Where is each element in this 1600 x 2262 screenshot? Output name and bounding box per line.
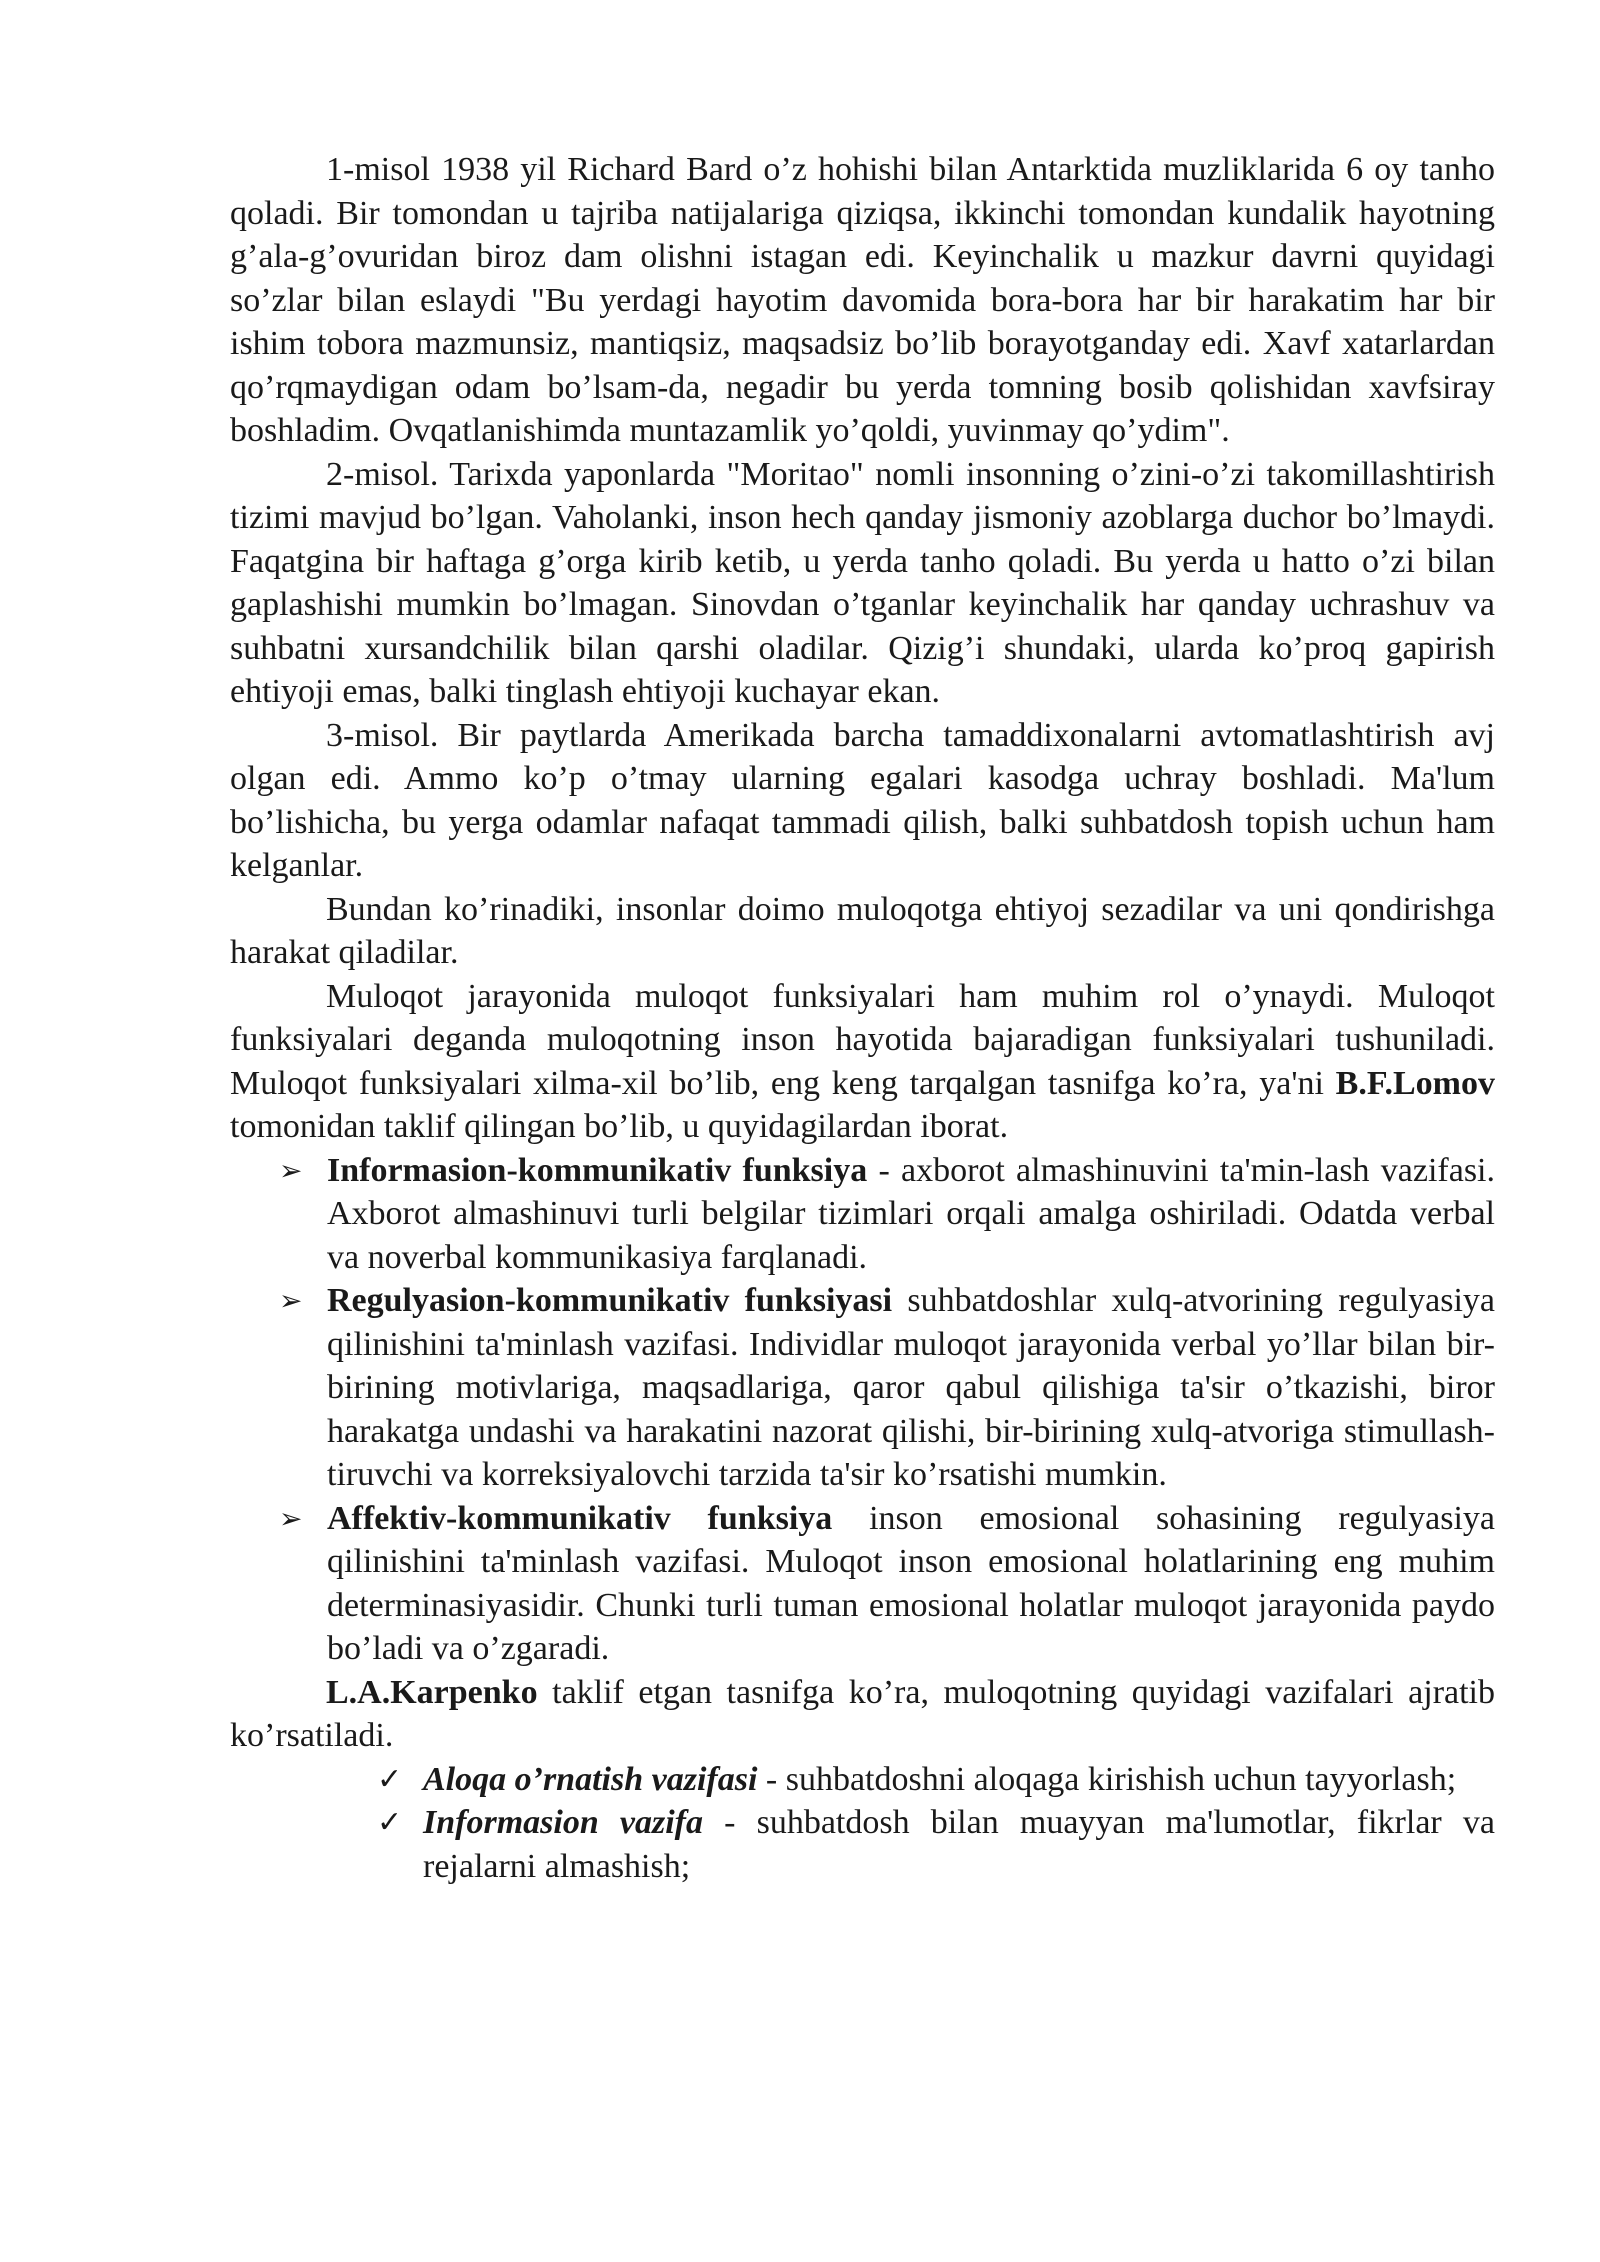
author-name: B.F.Lomov <box>1335 1064 1495 1102</box>
task-term: Aloqa o’rnatish vazifasi <box>423 1760 758 1798</box>
paragraph-example-1: 1-misol 1938 yil Richard Bard o’z hohishi bilan Antarktida muzliklarida 6 oy tanho qoladi. Bir tomondan u tajriba natijalariga qiziqsa, ikkinchi tomondan kundalik hayotning g’ala-g’ovuridan biroz dam olishni istagan edi. Keyinchalik u mazkur davrni quyidagi so’zlar bilan eslaydi "Bu yerdagi hayotim davomida bora-bora har bir harakatim har bir ishim tobora mazmunsiz, mantiqsiz, maqsadsiz bo’lib borayotganday edi. Xavf xatarlardan qo’rqmaydigan odam bo’lsam-da, negadir bu yerda tomning bosib qolishidan xavfsiray boshladim. Ovqatlanishimda muntazamlik yo’qoldi, yuvinmay qo’ydim". <box>230 151 1495 449</box>
tasks-list <box>230 1758 1495 1889</box>
document-page <box>230 148 1495 1888</box>
function-term: Affektiv-kommunikativ funksiya <box>327 1499 833 1537</box>
paragraph-text: Muloqot jarayonida muloqot funksiyalari ham muhim rol o’ynaydi. Muloqot funksiyalari deganda muloqotning inson hayotida bajaradigan funksiyalari tushuniladi. Muloqot funksiyalari xilma-xil bo’lib, eng keng tarqalgan tasnifga ko’ra, ya'ni <box>230 977 1495 1102</box>
paragraph-example-3: 3-misol. Bir paytlarda Amerikada barcha tamaddixonalarni avtomatlashtirish avj olgan edi. Ammo ko’p o’tmay ularning egalari kasodga uchray boshladi. Ma'lum bo’lishicha, bu yerga odamlar nafaqat tammadi qilish, balki suhbatdosh topish uchun ham kelganlar. <box>230 716 1495 884</box>
checkmark-bullet-icon: ✓ <box>377 1805 403 1840</box>
function-term: Regulyasion-kommunikativ funksiyasi <box>327 1282 893 1319</box>
paragraph-karpenko <box>230 1671 1495 1758</box>
arrow-bullet-icon: ➢ <box>279 1153 303 1187</box>
task-description: - suhbatdoshni aloqaga kirishish uchun tayyorlash; <box>757 1760 1457 1798</box>
list-item <box>279 1279 1496 1497</box>
task-description: - suhbatdosh bilan muayyan ma'lumotlar, fikrlar va rejalarni almashish; <box>423 1804 1495 1885</box>
paragraph-text: tomonidan taklif qilingan bo’lib, u quyidagilardan iborat. <box>230 1108 1009 1145</box>
function-description: - axborot almashinuvini ta'min-lash vazifasi. Axborot almashinuvi turli belgilar tizimlari orqali amalga oshiriladi. Odatda verbal va noverbal kommunikasiya farqlanadi. <box>327 1151 1495 1276</box>
paragraph-example-2: 2-misol. Tarixda yaponlarda "Moritao" nomli insonning o’zini-o’zi takomillashtirish tizimi mavjud bo’lgan. Vaholanki, inson hech qanday jismoniy azoblarga duchor bo’lmaydi. Faqatgina bir haftaga g’orga kirib ketib, u yerda tanho qoladi. Bu yerda u hatto o’zi bilan gaplashishi mumkin bo’lmagan. Sinovdan o’tganlar keyinchalik har qanday uchrashuv va suhbatni xursandchilik bilan qarshi oladilar. Qizig’i shundaki, ularda ko’proq gapirish ehtiyoji emas, balki tinglash ehtiyoji kuchayar ekan. <box>230 455 1495 710</box>
function-term: Informasion-kommunikativ funksiya <box>327 1151 868 1189</box>
list-item <box>279 1149 1495 1280</box>
function-description: suhbatdoshlar xulq-atvorining regulyasiya qilinishini ta'minlash vazifasi. Individlar muloqot jarayonida verbal yo’llar bilan bir-birining motivlariga, maqsadlariga, qaror qabul qilishiga ta'sir o’tkazishi, biror harakatga undashi va harakatini nazorat qilishi, bir-birining xulq-atvoriga stimullash-tiruvchi va korreksiyalovchi tarzida ta'sir ko’rsatishi mumkin. <box>327 1282 1496 1493</box>
paragraph-text: taklif etgan tasnifga ko’ra, muloqotning quyidagi vazifalari ajratib ko’rsatiladi. <box>230 1673 1495 1754</box>
paragraph-communication-functions <box>230 975 1495 1149</box>
checkmark-bullet-icon: ✓ <box>377 1761 403 1797</box>
task-term: Informasion vazifa <box>423 1804 703 1841</box>
arrow-bullet-icon: ➢ <box>279 1284 303 1317</box>
paragraph-conclusion: Bundan ko’rinadiki, insonlar doimo muloqotga ehtiyoj sezadilar va uni qondirishga harakat qiladilar. <box>230 890 1495 971</box>
function-description: inson emosional sohasining regulyasiya qilinishini ta'minlash vazifasi. Muloqot inson emosional holatlarining eng muhim determinasiyasidir. Chunki turli tuman emosional holatlar muloqot jarayonida paydo bo’ladi va o’zgaradi. <box>327 1499 1495 1667</box>
list-item <box>377 1801 1495 1888</box>
functions-list <box>230 1149 1495 1671</box>
list-item <box>279 1497 1495 1671</box>
author-name: L.A.Karpenko <box>326 1673 538 1711</box>
arrow-bullet-icon: ➢ <box>279 1501 303 1535</box>
list-item <box>377 1758 1495 1802</box>
